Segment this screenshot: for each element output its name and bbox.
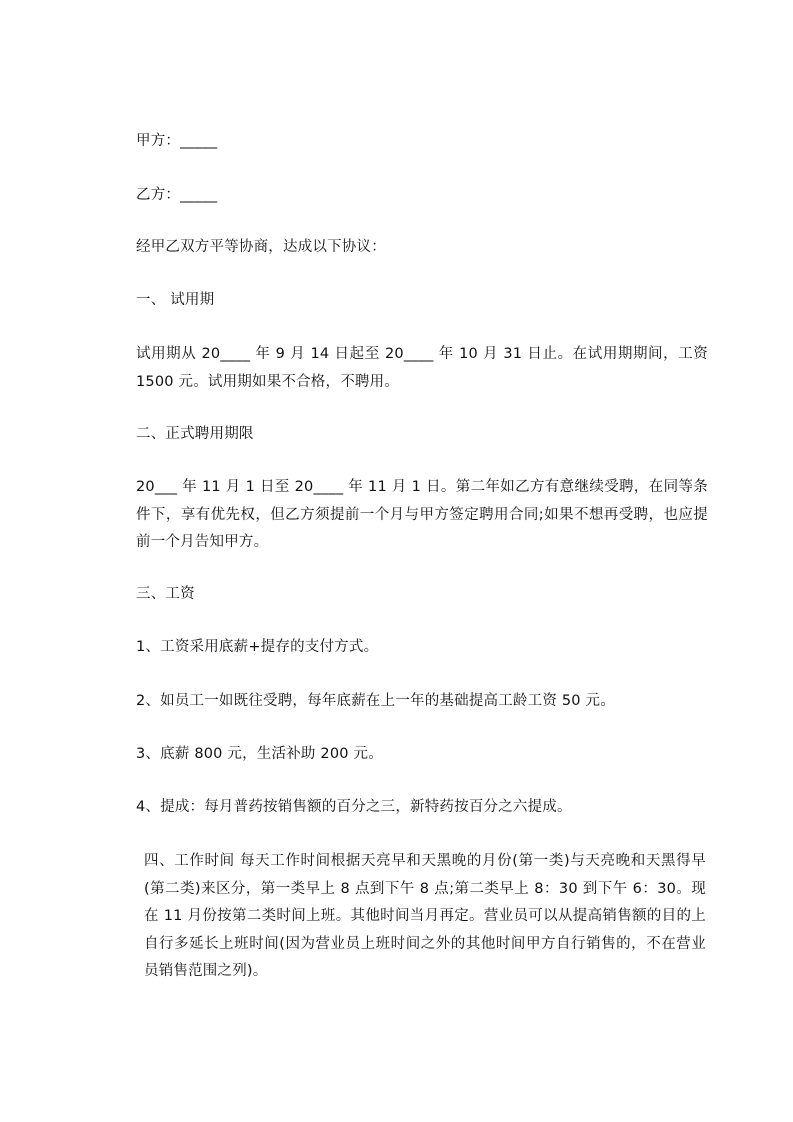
section-body-hours: 四、工作时间 每天工作时间根据天亮早和天黑晚的月份(第一类)与天亮晚和天黑得早(第二类)来区分，第一类早上 8 点到下午 8 点;第二类早上 8：30 到下午 6：30。现在 11 月份按第二类时间上班。其他时间当月再定。营业员可以从提高销售额的目的上自行多延长上班时间(因为营业员上班时间之外的其他时间甲方自行销售的，不在营业员销售范围之列)。 <box>144 853 706 979</box>
section-heading-salary: 三、工资 <box>136 586 195 602</box>
section-heading-term: 二、正式聘用期限 <box>136 426 254 442</box>
section-body-term: 20___ 年 11 月 1 日至 20____ 年 11 月 1 日。第二年如乙方有意继续受聘，在同等条件下，享有优先权，但乙方须提前一个月与甲方签定聘用合同;如果不想再受聘，也应提前一个月告知甲方。 <box>136 479 708 550</box>
salary-item-4: 4、提成：每月普药按销售额的百分之三，新特药按百分之六提成。 <box>136 799 572 815</box>
party-b-line: 乙方：_____ <box>136 187 218 203</box>
salary-item-2: 2、如员工一如既往受聘，每年底薪在上一年的基础提高工龄工资 50 元。 <box>136 693 615 709</box>
salary-item-3: 3、底薪 800 元，生活补助 200 元。 <box>136 746 383 762</box>
intro-text: 经甲乙双方平等协商，达成以下协议： <box>136 239 386 255</box>
section-heading-probation: 一、 试用期 <box>136 292 215 308</box>
section-body-probation: 试用期从 20____ 年 9 月 14 日起至 20____ 年 10 月 31 日止。在试用期期间，工资 1500 元。试用期如果不合格，不聘用。 <box>136 346 708 390</box>
party-a-line: 甲方：_____ <box>136 133 218 149</box>
salary-item-1: 1、工资采用底薪+提存的支付方式。 <box>136 639 379 655</box>
